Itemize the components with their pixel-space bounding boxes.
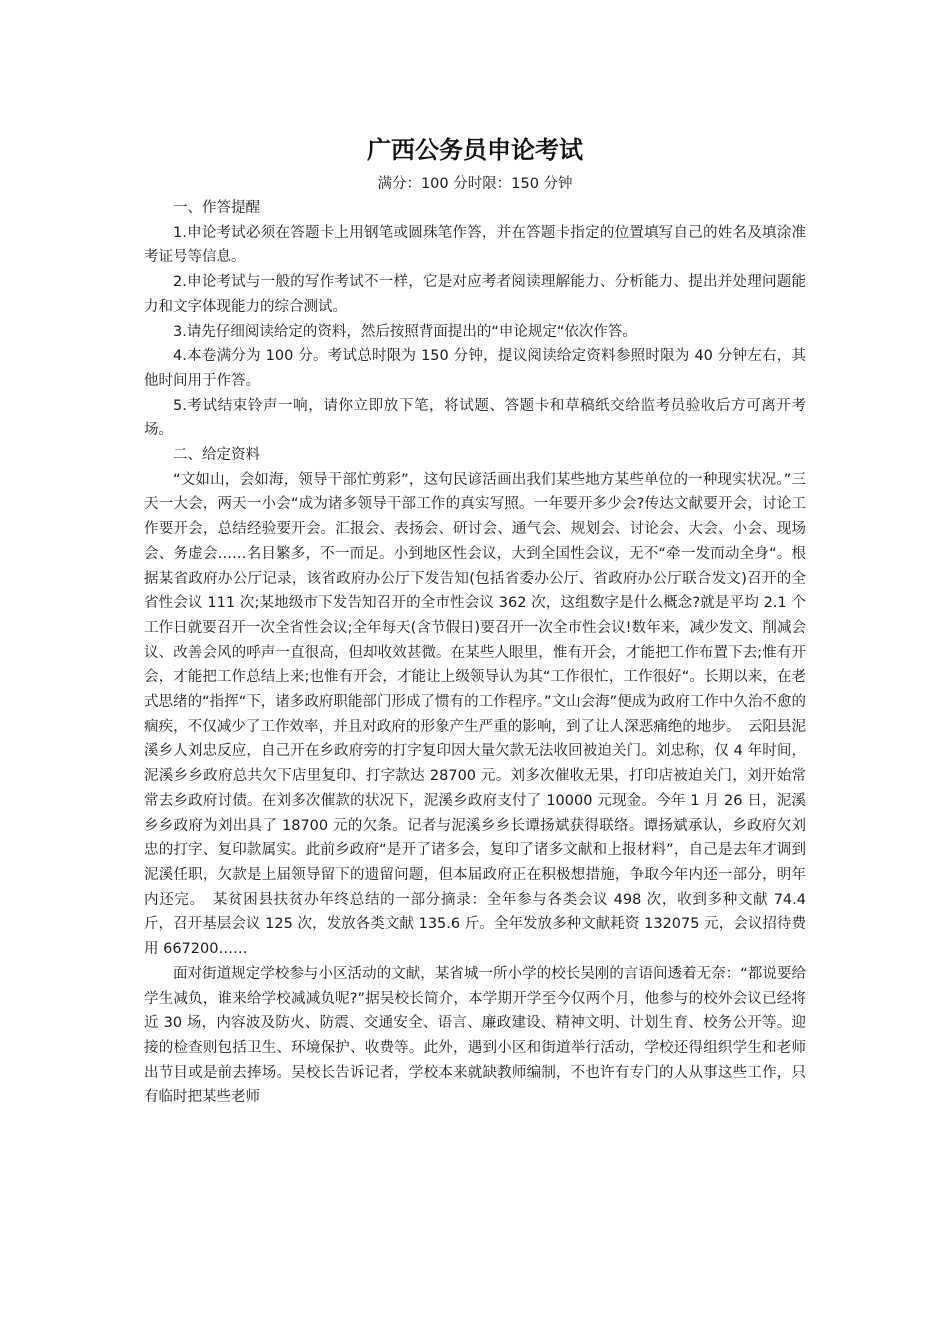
instruction-item-4: 4.本卷满分为 100 分。考试总时限为 150 分钟，提议阅读给定资料参照时限为 40 分钟左右，其他时间用于作答。 <box>144 348 806 389</box>
material-paragraph-2: 面对街道规定学校参与小区活动的文献，某省城一所小学的校长吴刚的言语间透着无奈：“都说要给学生减负，谁来给学校减减负呢?”据吴校长简介，本学期开学至今仅两个月，他参与的校外会议已经将近 30 场，内容波及防火、防震、交通安全、语言、廉政建设、精神文明、计划生育、校务公开等。迎接的检查则包括卫生、环境保护、收费等。此外，遇到小区和街道举行活动，学校还得组织学生和老师出节目或是前去捧场。吴校长告诉记者，学校本来就缺教师编制，不也许有专门的人从事这些工作，只有临时把某些老师 <box>144 965 806 1106</box>
section-heading-materials: 二、给定资料 <box>173 447 260 464</box>
section-heading-instructions: 一、作答提醒 <box>173 200 260 216</box>
instruction-item-2: 2.申论考试与一般的写作考试不一样，它是对应考者阅读理解能力、分析能力、提出并处理问题能力和文字体现能力的综合测试。 <box>144 274 806 315</box>
document-title: 广西公务员申论考试 <box>367 135 583 164</box>
document-page <box>144 130 806 1110</box>
score-time-limit: 满分：100 分时限：150 分钟 <box>377 176 573 192</box>
instruction-item-5: 5.考试结束铃声一响，请你立即放下笔，将试题、答题卡和草稿纸交给监考员验收后方可离开考场。 <box>144 397 806 439</box>
material-paragraph-1: “文如山，会如海，领导干部忙剪彩”，这句民谚活画出我们某些地方某些单位的一种现实状况。”三天一大会，两天一小会“成为诸多领导干部工作的真实写照。一年要开多少会?传达文献要开会，讨论工作要开会，总结经验要开会。汇报会、表扬会、研讨会、通气会、规划会、讨论会、大会、小会、现场会、务虚会……名目繁多，不一而足。小到地区性会议，大到全国性会议，无不“牵一发而动全身“。根据某省政府办公厅记录，该省政府办公厅下发告知(包括省委办公厅、省政府办公厅联合发文)召开的全省性会议 111 次;某地级市下发告知召开的全市性会议 362 次，这组数字是什么概念?就是平均 2.1 个工作日就要召开一次全省性会议;全年每天(含节假日)要召开一次全市性会议!数年来，减少发文、削减会议、改善会风的呼声一直很高，但却收效甚微。在某些人眼里，惟有开会，才能把工作布置下去;惟有开会，才能把工作总结上来;也惟有开会，才能让上级领导认为其“工作很忙，工作很好“。长期以来，在老式思绪的“指挥“下，诸多政府职能部门形成了惯有的工作程序。”文山会海”便成为政府工作中久治不愈的痼疾，不仅减少了工作效率，并且对政府的形象产生严重的影响，到了让人深恶痛绝的地步。 云阳县泥溪乡人刘忠反应，自己开在乡政府旁的打字复印因大量欠款无法收回被迫关门。刘忠称，仅 4 年时间，泥溪乡乡政府总共欠下店里复印、打字款达 28700 元。刘多次催收无果，打印店被迫关门，刘开始常常去乡政府讨债。在刘多次催款的状况下，泥溪乡政府支付了 10000 元现金。今年 1 月 26 日，泥溪乡乡政府为刘出具了 18700 元的欠条。记者与泥溪乡乡长谭扬斌获得联络。谭扬斌承认，乡政府欠刘忠的打字、复印款属实。此前乡政府“是开了诸多会，复印了诸多文献和上报材料”，自己是去年才调到泥溪任职，欠款是上届领导留下的遗留问题，但本届政府正在积极想措施，争取今年内还一部分，明年内还完。 某贫困县扶贫办年终总结的一部分摘录：全年参与各类会议 498 次，收到多种文献 74.4 斤，召开基层会议 125 次，发放各类文献 135.6 斤。全年发放多种文献耗资 132075 元，会议招待费用 667200…… <box>144 471 806 958</box>
instruction-item-1: 1.申论考试必须在答题卡上用钢笔或圆珠笔作答，并在答题卡指定的位置填写自己的姓名及填涂准考证号等信息。 <box>144 224 806 266</box>
instruction-item-3: 3.请先仔细阅读给定的资料，然后按照背面提出的“申论规定“依次作答。 <box>173 323 637 340</box>
